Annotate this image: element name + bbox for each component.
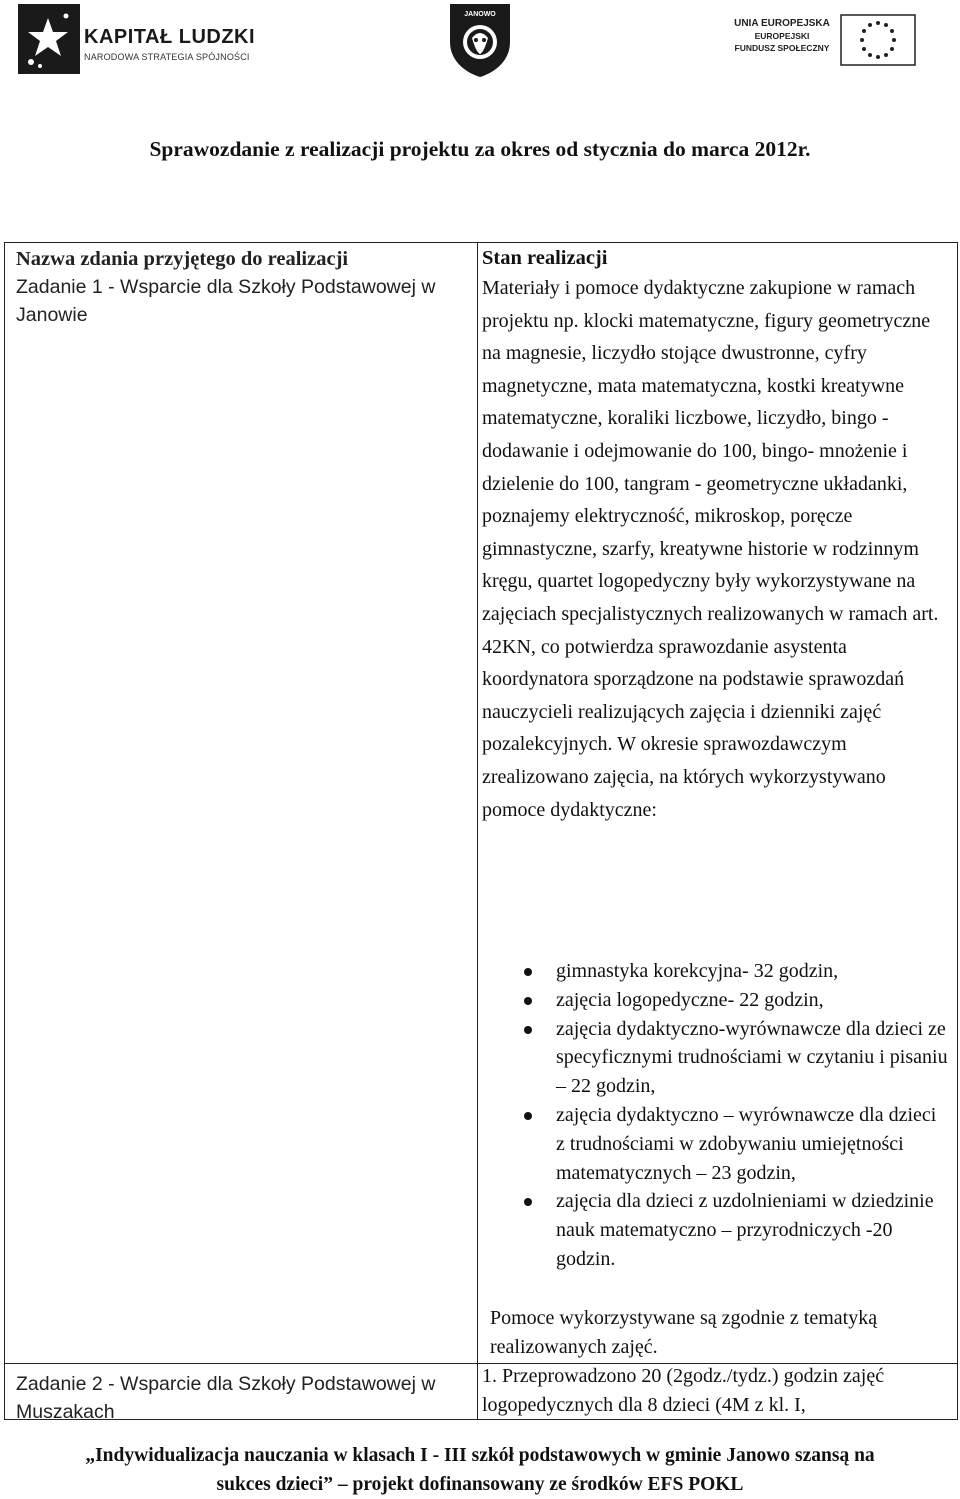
eu-logo-text (726, 18, 838, 54)
document-title: Sprawozdanie z realizacji projektu za okres od stycznia do marca 2012r. (149, 137, 811, 161)
star-icon (18, 4, 80, 74)
column-divider (477, 243, 478, 1419)
activity-text: zajęcia dydaktyczno-wyrównawcze dla dzieci ze specyficznymi trudnościami w czytaniu i pisaniu – 22 godzin, (556, 1017, 948, 1098)
kapital-ludzki-logo (18, 4, 258, 74)
eu-line-2: EUROPEJSKI (754, 31, 810, 41)
bullet-icon (524, 1026, 532, 1034)
task-1-status-intro: Materiały i pomoce dydaktyczne zakupione w ramach projektu np. klocki matematyczne, figury geometryczne na magnesie, liczydło stojące dwustronne, cyfry magnetyczne, mata matematyczna, kostki kreatywne matematyczne, koraliki liczbowe, liczydło, bingo - dodawanie i odejmowanie do 100, bingo- mnożenie i dzielenie do 100, tangram - geometryczne układanki, poznajemy elektryczność, mikroskop, poręcze gimnastyczne, szarfy, kreatywne historie w rodzinnym kręgu, quartet logopedyczny były wykorzystywane na zajęciach specjalistycznych realizowanych w ramach art. 42KN, co potwierdza sprawozdanie asystenta koordynatora sporządzone na podstawie sprawozdań nauczycieli realizujących zajęcia i dzienniki zajęć pozalekcyjnych. W okresie sprawozdawczym zrealizowano zajęcia, na których wykorzystywano pomoce dydaktyczne: (482, 277, 939, 821)
list-item (482, 957, 948, 986)
footer-line-1: „Indywidualizacja nauczania w klasach I - III szkół podstawowych w gminie Janowo szansą na (85, 1445, 875, 1466)
activity-text: zajęcia dydaktyczno – wyrównawcze dla dzieci z trudnościami w zdobywaniu umiejętności matematycznych – 23 godzin, (556, 1103, 937, 1184)
list-item (482, 1015, 948, 1101)
activity-text: gimnastyka korekcyjna- 32 godzin, (556, 960, 839, 982)
header-task-name: Nazwa zdania przyjętego do realizacji (16, 248, 349, 270)
task-2-name: Zadanie 2 - Wsparcie dla Szkoły Podstawowej w Muszakach (16, 1373, 436, 1423)
activity-text: zajęcia dla dzieci z uzdolnieniami w dziedzinie nauk matematyczno – przyrodniczych -20 godzin. (556, 1190, 934, 1270)
list-item (482, 1101, 948, 1187)
logo-subtitle: NARODOWA STRATEGIA SPÓJNOŚCI (84, 52, 250, 62)
header-status: Stan realizacji (482, 247, 608, 269)
eu-line-1: UNIA EUROPEJSKA (734, 18, 830, 29)
crest-icon (446, 2, 514, 78)
list-item (482, 986, 948, 1015)
eu-logo (726, 12, 920, 68)
list-item (482, 1187, 948, 1273)
task-1-name: Zadanie 1 - Wsparcie dla Szkoły Podstawowej w Janowie (16, 276, 436, 326)
logo-title: KAPITAŁ LUDZKI (84, 26, 256, 48)
logo-bar (0, 0, 960, 90)
activities-list (482, 957, 948, 1274)
eu-flag-icon (840, 14, 916, 66)
task-2-status: 1. Przeprowadzono 20 (2godz./tydz.) godzin zajęć logopedycznych dla 8 dzieci (4M z kl. I, (482, 1365, 885, 1416)
footer-line-2: sukces dzieci” – projekt dofinansowany ze środków EFS POKL (216, 1474, 744, 1495)
task-1-status-outro: Pomoce wykorzystywane są zgodnie z tematyką realizowanych zajęć. (490, 1307, 878, 1358)
eu-line-3: FUNDUSZ SPOŁECZNY (734, 43, 830, 53)
project-footer (0, 1441, 960, 1499)
bullet-icon (524, 968, 532, 976)
activity-text: zajęcia logopedyczne- 22 godzin, (556, 988, 824, 1011)
bullet-icon (524, 1198, 532, 1206)
bullet-icon (524, 997, 532, 1005)
janowo-crest (446, 2, 514, 78)
bullet-icon (524, 1112, 532, 1120)
crest-text: JANOWO (464, 11, 496, 18)
